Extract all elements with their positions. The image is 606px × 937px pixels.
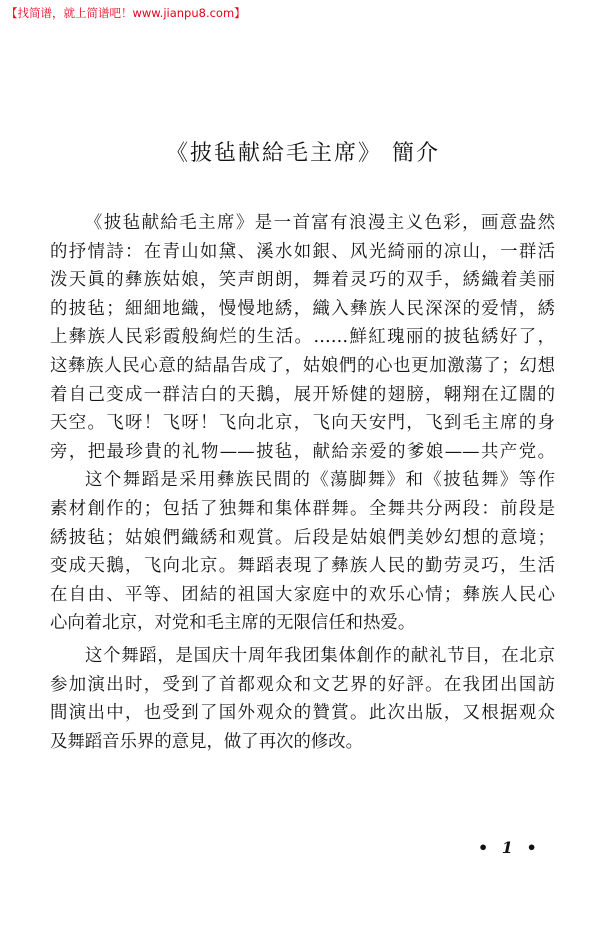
text-line: 心向着北京，对党和毛主席的无限信任和热爱。 [50, 613, 416, 634]
text-line: 这个舞蹈，是国庆十周年我团集体創作的献礼节目，在北京 [85, 645, 555, 666]
text-line: 旁，把最珍貴的礼物——披毡，献給亲爱的爹娘——共产党。 [50, 441, 555, 462]
site-watermark: 【找简谱，就上简谱吧！www.jianpu8.com】 [6, 6, 246, 20]
title-suffix: 簡介 [392, 141, 441, 166]
text-line: 上彝族人民彩霞般絢烂的生活。……鮮紅瑰丽的披毡綉好了， [50, 327, 555, 348]
text-line: 的披毡；細細地織，慢慢地綉，織入彝族人民深深的爱情，綉 [50, 298, 555, 319]
text-line: 这个舞蹈是采用彝族民間的《蕩脚舞》和《披毡舞》等作 [85, 470, 555, 491]
text-line: 及舞蹈音乐界的意見，做了再次的修改。 [50, 731, 364, 752]
page-title [0, 136, 606, 167]
text-line: 《披毡献給毛主席》是一首富有浪漫主义色彩，画意盎然 [85, 213, 555, 233]
paragraph-1 [50, 209, 555, 466]
text-line: 天空。飞呀！飞呀！飞向北京，飞向天安門，飞到毛主席的身 [50, 413, 555, 434]
text-line: 素材創作的；包括了独舞和集体群舞。全舞共分两段：前段是 [50, 498, 555, 519]
text-line: 的抒情詩：在青山如黛、溪水如銀、风光綺丽的凉山，一群活 [50, 241, 555, 262]
text-line: 这彝族人民心意的結晶告成了，姑娘們的心也更加激蕩了；幻想 [50, 355, 555, 376]
text-line: 在自由、平等、团結的祖国大家庭中的欢乐心情；彝族人民心 [50, 584, 555, 605]
text-line: 綉披毡；姑娘們織綉和观賞。后段是姑娘們美妙幻想的意境； [50, 527, 555, 548]
text-line: 間演出中，也受到了国外观众的贊賞。此次出版，又根据观众 [50, 703, 555, 724]
page-number: • 1 • [478, 838, 541, 857]
paragraph-3 [50, 642, 555, 756]
paragraph-2 [50, 466, 555, 638]
title-main: 《披毡献給毛主席》 [165, 141, 382, 166]
body-text [50, 209, 555, 756]
text-line: 着自己变成一群洁白的天鵝，展开矫健的翅膀，翺翔在辽闊的 [50, 384, 555, 405]
text-line: 参加演出时，受到了首都观众和文艺界的好評。在我团出国訪 [50, 674, 555, 695]
text-line: 变成天鵝，飞向北京。舞蹈表現了彝族人民的勤劳灵巧，生活 [50, 556, 555, 577]
text-line: 泼天眞的彝族姑娘，笑声朗朗，舞着灵巧的双手，綉織着美丽 [50, 270, 555, 291]
